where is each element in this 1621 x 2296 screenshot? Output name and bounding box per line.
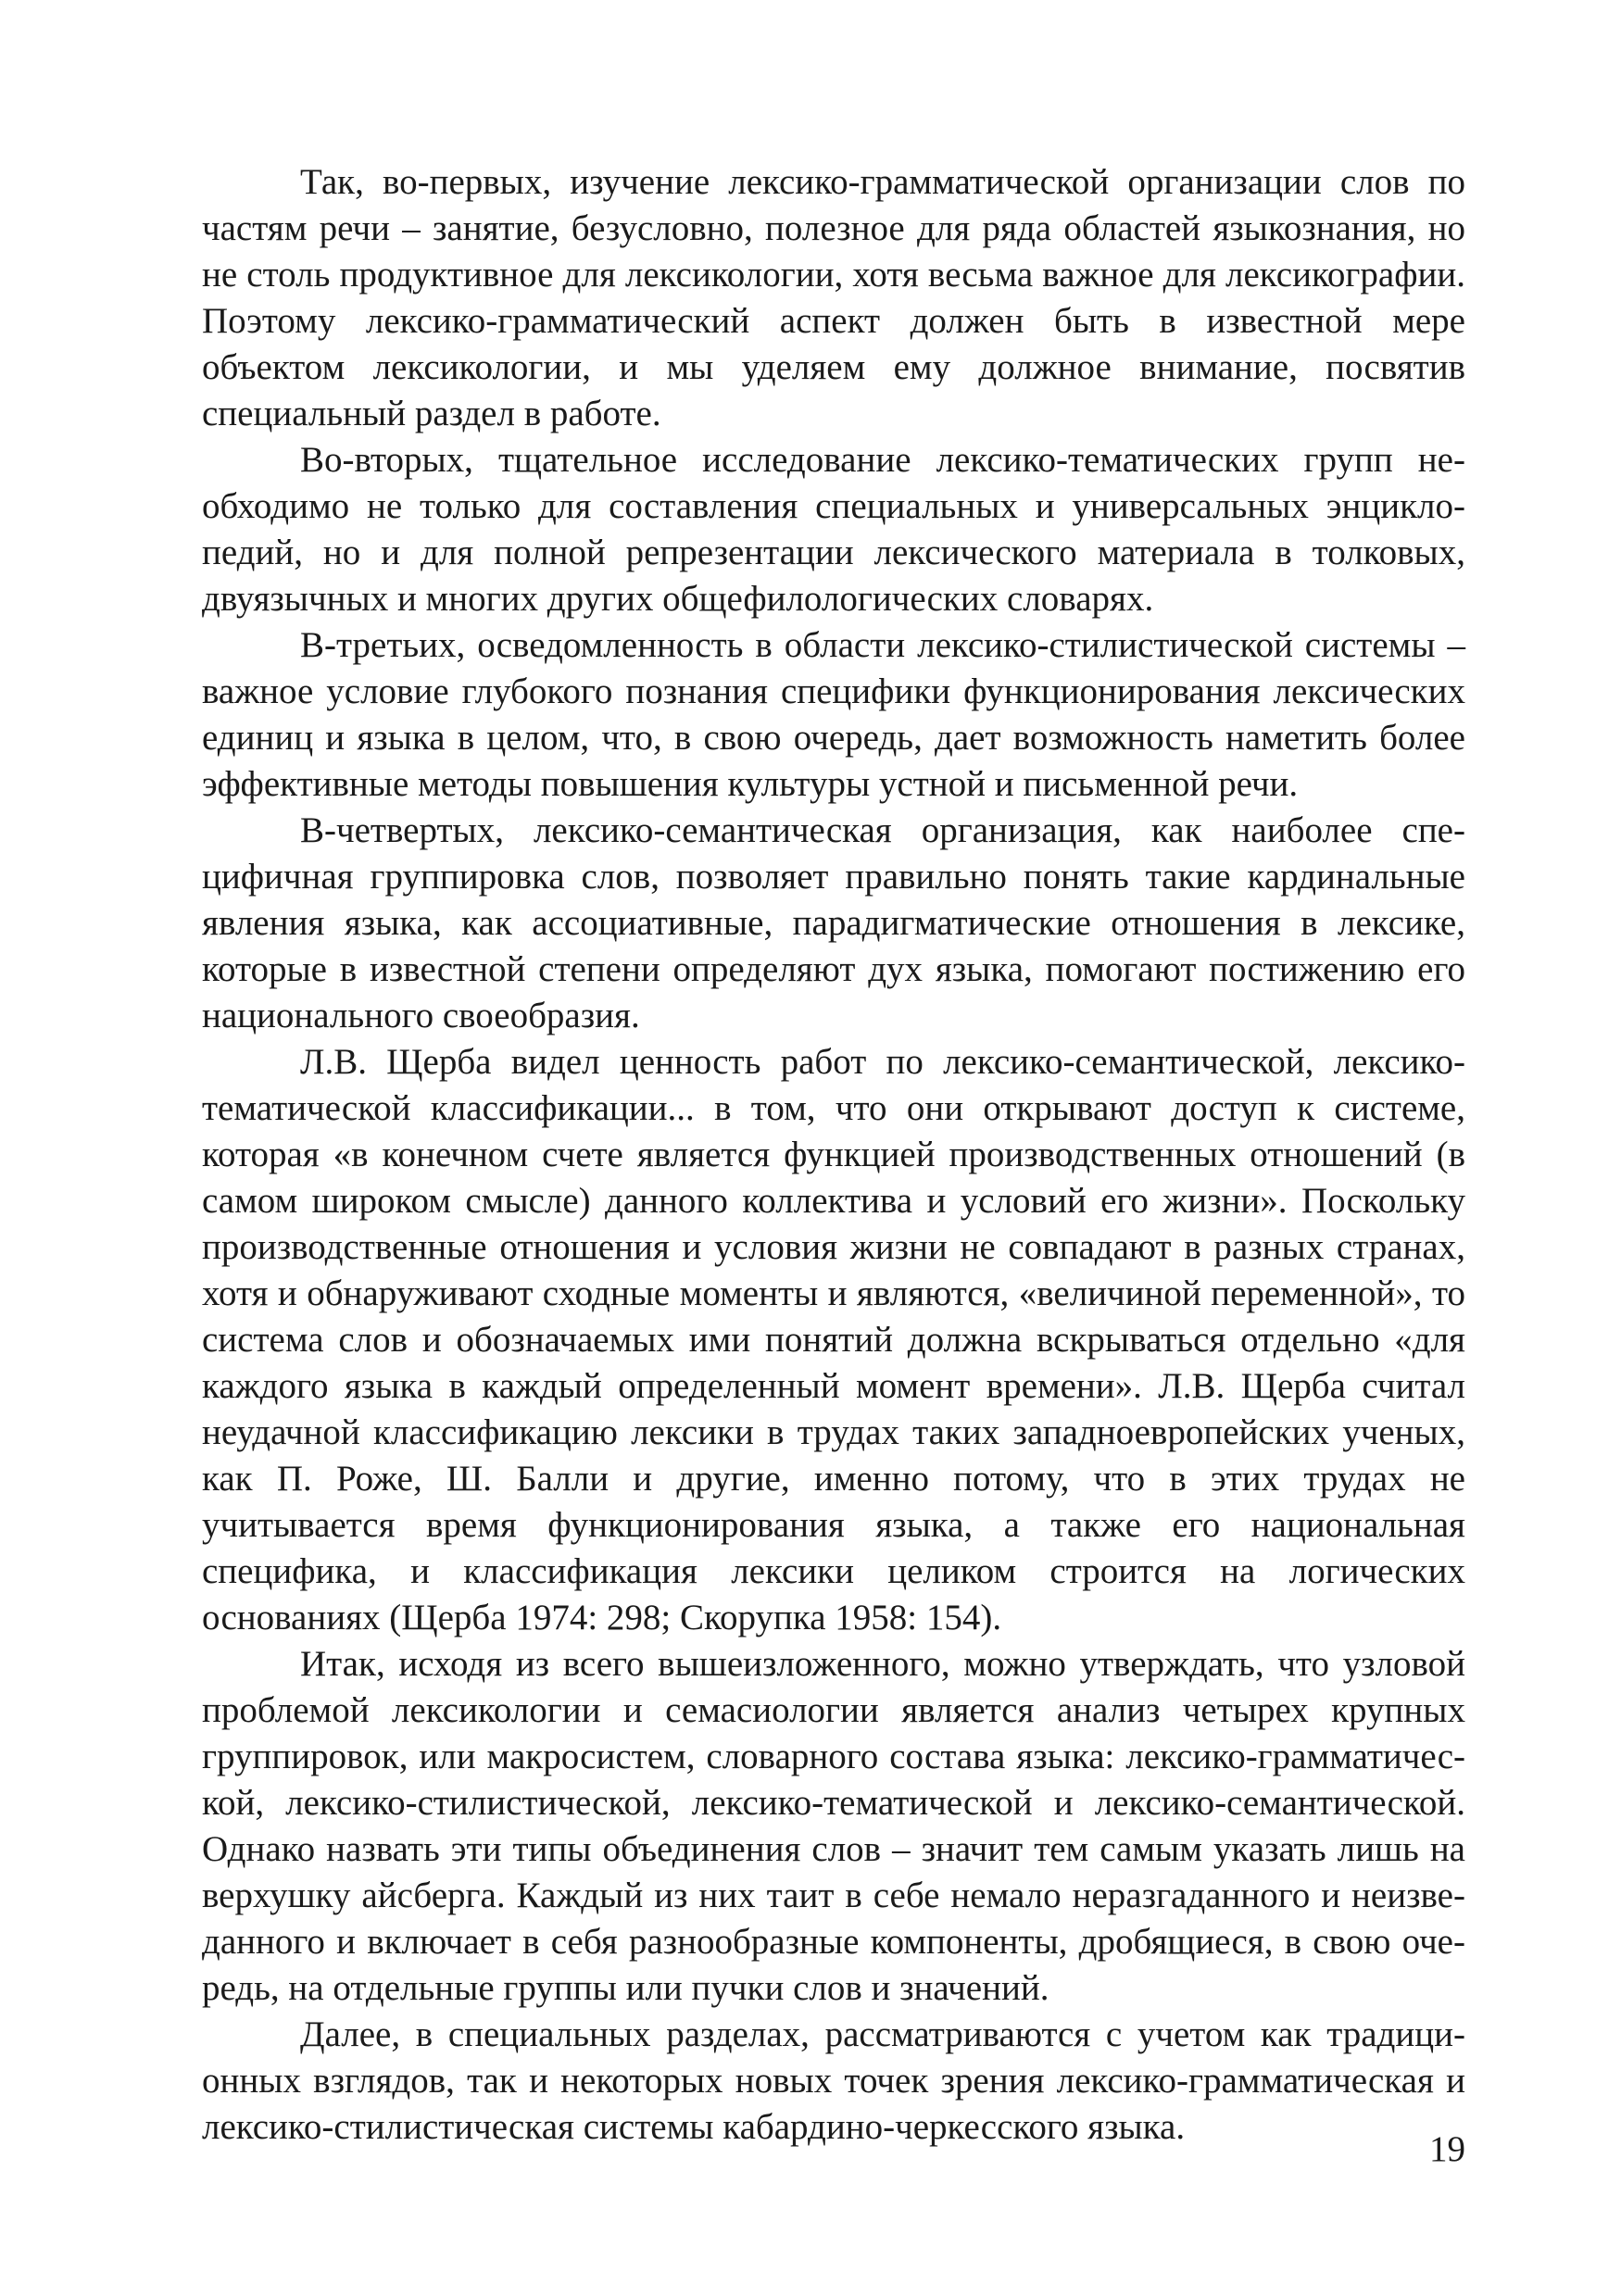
paragraph-4: В-четвертых, лексико-семантическая организация, как наиболее специфичная группировка слов, позволяет правильно понять такие кардинальные явления языка, как ассоциативные, парадигматические отношения в лексике, которые в известной степени определяют дух языка, помогают постижению его национального своеобразия. xyxy=(202,810,1465,1035)
body-text xyxy=(202,159,1465,2151)
paragraph-7: Далее, в специальных разделах, рассматриваются с учетом как традиционных взглядов, так и некоторых новых точек зрения лексико-грамматическая и лексико-стилистическая системы кабардино-черкесского языка. xyxy=(202,2014,1465,2147)
paragraph-3: В-третьих, осведомленность в области лексико-стилистической системы – важное условие глубокого познания специфики функционирования лексических единиц и языка в целом, что, в свою очередь, дает возможность наметить более эффективные методы повышения культуры устной и письменной речи. xyxy=(202,625,1465,804)
paragraph-1: Так, во-первых, изучение лексико-грамматической организации слов по частям речи – занятие, безусловно, полезное для ряда областей языкознания, но не столь продуктивное для лексикологии, хотя весьма важное для лексикографии. Поэтому лексико-грамматический аспект должен быть в известной мере объектом лексикологии, и мы уделяем ему должное внимание, посвятив специальный раздел в работе. xyxy=(202,162,1465,433)
paragraph-6: Итак, исходя из всего вышеизложенного, можно утверждать, что узловой проблемой лексикологии и семасиологии является анализ четырех крупных группировок, или макросистем, словарного состава языка: лексико-грамматической, лексико-стилистической, лексико-тематической и лексико-семантической. Однако назвать эти типы объединения слов – значит тем самым указать лишь на верхушку айсберга. Каждый из них таит в себе немало неразгаданного и неизведанного и включает в себя разнообразные компоненты, дробящиеся, в свою очередь, на отдельные группы или пучки слов и значений. xyxy=(202,1644,1465,2008)
paragraph-5: Л.В. Щерба видел ценность работ по лексико-семантической, лексико-тематической классификации... в том, что они открывают доступ к системе, которая «в конечном счете является функцией производственных отношений (в самом широком смысле) данного коллектива и условий его жизни». Поскольку производственные отношения и условия жизни не совпадают в разных странах, хотя и обнаруживают сходные моменты и являются, «величиной переменной», то система слов и обозначаемых ими понятий должна вскрываться отдельно «для каждого языка в каждый определенный момент времени». Л.В. Щерба считал неудачной классификацию лексики в трудах таких западноевропейских ученых, как П. Роже, Ш. Балли и другие, именно потому, что в этих трудах не учитывается время функционирования языка, а также его национальная специфика, и классификация лексики целиком строится на логических основаниях (Щерба 1974: 298; Скорупка 1958: 154). xyxy=(202,1042,1465,1637)
page-number: 19 xyxy=(1429,2129,1465,2169)
paragraph-2: Во-вторых, тщательное исследование лексико-тематических групп необходимо не только для составления специальных и универсальных энциклопедий, но и для полной репрезентации лексического материала в толковых, двуязычных и многих других общефилологических словарях. xyxy=(202,440,1465,619)
